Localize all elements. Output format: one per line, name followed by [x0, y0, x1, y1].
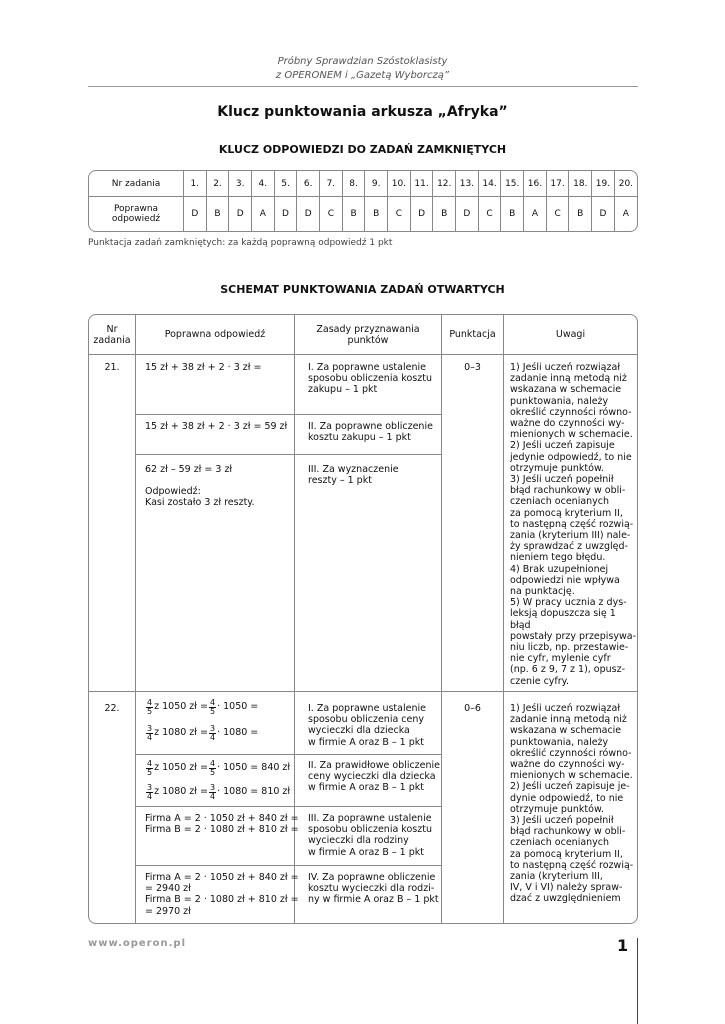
remark-line: otrzymuje punktów.: [510, 803, 604, 815]
remark-line: ży sprawdzać z uwzględ-: [510, 541, 628, 553]
fraction: [146, 784, 153, 801]
expr-line: Firma A = 2 · 1050 zł + 840 zł =: [145, 872, 299, 883]
row-divider: [136, 414, 441, 415]
remark-line: punktowania, należy: [510, 395, 609, 407]
question-number: 4.: [252, 171, 275, 197]
question-number: 9.: [365, 171, 388, 197]
remark-line: to następną część rozwią-: [510, 518, 634, 530]
fraction-num: 4: [147, 758, 153, 768]
expr-line: Firma B = 2 · 1080 zł + 810 zł =: [145, 894, 299, 906]
correct-answer: D: [229, 197, 252, 232]
remark-line: 3) Jeśli uczeń popełnił: [510, 474, 614, 486]
remark-line: leksją dopuszcza się 1 błąd: [510, 608, 616, 631]
task21-answer-3-line1: 62 zł – 59 zł = 3 zł: [145, 464, 233, 475]
task21-remarks: [510, 362, 637, 687]
open-table-header: [89, 315, 637, 355]
header-rules-line2: punktów: [347, 334, 389, 346]
remark-line: (np. 6 z 9, 7 z 1), opusz-: [510, 664, 626, 676]
task22-rule-3: [308, 813, 432, 858]
page-edge-line: [637, 938, 638, 1024]
rule-line: III. Za wyznaczenie: [308, 464, 399, 475]
correct-answer: A: [524, 197, 547, 232]
correct-answer: A: [614, 197, 637, 232]
rule-line: wycieczki dla dziecka: [308, 725, 410, 737]
question-number: 14.: [478, 171, 501, 197]
fraction: [209, 784, 216, 801]
fraction-den: 4: [209, 791, 216, 801]
question-number: 10.: [388, 171, 411, 197]
remark-line: zania (kryterium III,: [510, 871, 603, 883]
fraction: [146, 725, 153, 742]
rule-line: IV. Za poprawne obliczenie: [308, 872, 436, 883]
remark-line: na punktację.: [510, 586, 575, 598]
remark-line: 1) Jeśli uczeń rozwiązał: [510, 703, 621, 714]
row-divider: [136, 865, 441, 866]
remark-line: zadanie inną metodą niż: [510, 714, 627, 726]
remark-line: dzać z uwzględnieniem: [510, 893, 621, 905]
remark-line: to następną część rozwią-: [510, 859, 634, 871]
header-nr: [89, 315, 135, 354]
fraction-den: 4: [147, 732, 153, 742]
rule-line: II. Za poprawne obliczenie: [308, 421, 433, 432]
remark-line: nieniem tego błędu.: [510, 552, 606, 564]
fraction: [146, 699, 153, 716]
closed-row-label-answer-line1: Poprawna: [113, 204, 159, 214]
remark-line: IV, V i VI) należy spraw-: [510, 882, 623, 894]
correct-answer: D: [456, 197, 479, 232]
task22-answer-3: [145, 813, 299, 835]
closed-section-title: KLUCZ ODPOWIEDZI DO ZADAŃ ZAMKNIĘTYCH: [218, 143, 507, 156]
rule-line: ceny wycieczki dla dziecka: [308, 771, 436, 783]
rule-line: wycieczki dla rodziny: [308, 835, 409, 847]
expr-text: z 1050 zł =: [154, 762, 208, 774]
remark-line: błąd rachunkowy w obli-: [510, 485, 626, 497]
remark-line: za pomocą kryterium II,: [510, 507, 623, 519]
header-rules-line1: Zasady przyznawania: [316, 323, 420, 335]
task21-answer-2: 15 zł + 38 zł + 2 · 3 zł = 59 zł: [145, 421, 288, 432]
header-line-2: z OPERONEM i „Gazetą Wyborczą”: [275, 70, 450, 81]
header-divider: [88, 86, 638, 87]
remark-line: zania (kryterium III) nale-: [510, 530, 631, 542]
column-divider: [441, 315, 442, 923]
task21-rule-2: [308, 421, 433, 443]
rule-line: sposobu obliczenia kosztu: [308, 824, 432, 836]
footer-url: www.operon.pl: [88, 938, 186, 949]
correct-answer: D: [410, 197, 433, 232]
remark-line: mienionych w schemacie.: [510, 429, 633, 441]
fraction-den: 5: [209, 767, 216, 777]
question-number: 18.: [569, 171, 592, 197]
remark-line: 2) Jeśli uczeń zapisuje: [510, 440, 615, 452]
task21-answer-3: [145, 464, 255, 509]
remark-line: dynie odpowiedź, to nie: [510, 792, 624, 804]
correct-answer: D: [297, 197, 320, 232]
correct-answer: C: [388, 197, 411, 232]
remark-line: wskazana w schemacie: [510, 384, 622, 396]
expr-line: Firma A = 2 · 1050 zł + 840 zł =: [145, 813, 299, 824]
question-number: 17.: [546, 171, 569, 197]
rule-line: reszty – 1 pkt: [308, 475, 372, 487]
remark-line: ważne do czynności wy-: [510, 759, 625, 771]
remark-line: czeniach ocenianych: [510, 496, 610, 508]
expr-text: · 1050 =: [217, 701, 259, 713]
question-number: 1.: [184, 171, 207, 197]
correct-answer: B: [501, 197, 524, 232]
expr-line: = 2940 zł: [145, 883, 191, 895]
task21-rule-1: [308, 362, 432, 396]
question-number: 5.: [274, 171, 297, 197]
rule-line: w firmie A oraz B – 1 pkt: [308, 782, 424, 794]
correct-answer: C: [478, 197, 501, 232]
expr-text: z 1080 zł =: [154, 786, 208, 798]
fraction-num: 4: [209, 697, 216, 707]
correct-answer: D: [274, 197, 297, 232]
rule-line: III. Za poprawne ustalenie: [308, 813, 432, 824]
rule-line: kosztu zakupu – 1 pkt: [308, 432, 411, 444]
row-divider: [136, 454, 441, 455]
fraction-num: 4: [209, 758, 216, 768]
correct-answer: B: [433, 197, 456, 232]
correct-answer: B: [569, 197, 592, 232]
remark-line: 1) Jeśli uczeń rozwiązał: [510, 362, 621, 373]
fraction-den: 5: [147, 767, 153, 777]
fraction-num: 3: [147, 782, 153, 792]
header-nr-line2: zadania: [93, 334, 131, 346]
fraction-num: 3: [147, 723, 153, 733]
correct-answer: D: [184, 197, 207, 232]
closed-answers-row: [89, 197, 637, 232]
fraction: [209, 699, 216, 716]
rule-line: sposobu obliczenia kosztu: [308, 373, 432, 385]
task21-rule-3: [308, 464, 399, 486]
remark-line: odpowiedzi nie wpływa: [510, 574, 620, 586]
remark-line: określić czynności równo-: [510, 406, 632, 418]
task22-points: 0–6: [464, 703, 481, 714]
rule-line: w firmie A oraz B – 1 pkt: [308, 736, 424, 748]
remark-line: zadanie inną metodą niż: [510, 373, 627, 385]
closed-scoring-note: Punktacja zadań zamkniętych: za każdą poprawną odpowiedź 1 pkt: [88, 238, 393, 248]
task21-points: 0–3: [464, 362, 481, 373]
question-number: 16.: [524, 171, 547, 197]
closed-numbers-row: [89, 171, 637, 197]
closed-row-label-number: Nr zadania: [89, 171, 184, 197]
rule-line: zakupu – 1 pkt: [308, 384, 378, 396]
task22-answer-4: [145, 872, 299, 917]
question-number: 6.: [297, 171, 320, 197]
remark-line: czeniach ocenianych: [510, 837, 610, 849]
correct-answer: B: [206, 197, 229, 232]
header-points: Punktacja: [449, 329, 496, 340]
remark-line: niu liczb, np. przestawie-: [510, 642, 629, 654]
fraction: [146, 760, 153, 777]
header-line-1: Próbny Sprawdzian Szóstoklasisty: [277, 56, 448, 67]
fraction-den: 5: [147, 706, 153, 716]
expr-line: = 2970 zł: [145, 905, 191, 917]
correct-answer: D: [592, 197, 615, 232]
task22-answer-1: [145, 697, 258, 743]
fraction: [209, 725, 216, 742]
expr-text: · 1080 = 810 zł: [217, 786, 291, 798]
page-title: Klucz punktowania arkusza „Afryka”: [217, 104, 508, 120]
open-scoring-table: [88, 314, 638, 924]
question-number: 19.: [592, 171, 615, 197]
rule-line: ny w firmie A oraz B – 1 pkt: [308, 894, 439, 906]
header-remarks: Uwagi: [555, 329, 586, 340]
row-divider: [136, 754, 441, 755]
header-answer: Poprawna odpowiedź: [164, 329, 266, 340]
fraction-num: 3: [209, 782, 216, 792]
row-divider: [136, 806, 441, 807]
remark-line: jedynie odpowiedź, to nie: [510, 451, 632, 463]
fraction: [209, 760, 216, 777]
expr-text: z 1050 zł =: [154, 701, 208, 713]
question-number: 13.: [456, 171, 479, 197]
task22-rule-1: [308, 703, 426, 748]
remark-line: wskazana w schemacie: [510, 725, 622, 737]
question-number: 20.: [614, 171, 637, 197]
fraction-den: 4: [209, 732, 216, 742]
expr-text: z 1080 zł =: [154, 727, 208, 739]
expr-text: · 1050 = 840 zł: [217, 762, 291, 774]
closed-row-label-answer: [89, 197, 184, 232]
task22-answer-2: [145, 758, 290, 802]
question-number: 2.: [206, 171, 229, 197]
expr-line: Firma B = 2 · 1080 zł + 810 zł =: [145, 824, 299, 836]
task22-nr: 22.: [104, 703, 120, 714]
remark-line: 4) Brak uzupełnionej: [510, 563, 609, 575]
question-number: 11.: [410, 171, 433, 197]
task21-answer-3-line2: Odpowiedź:: [145, 486, 201, 498]
correct-answer: A: [252, 197, 275, 232]
remark-line: 5) W pracy ucznia z dys-: [510, 597, 627, 609]
header-nr-line1: Nr: [106, 323, 118, 335]
question-number: 3.: [229, 171, 252, 197]
question-number: 7.: [320, 171, 343, 197]
task-divider: [89, 691, 637, 692]
remark-line: za pomocą kryterium II,: [510, 848, 623, 860]
task21-answer-3-line3: Kasi zostało 3 zł reszty.: [145, 497, 255, 509]
task22-remarks: [510, 703, 633, 905]
page-number: 1: [617, 936, 629, 955]
fraction-num: 4: [147, 697, 153, 707]
remark-line: błąd rachunkowy w obli-: [510, 826, 626, 838]
expr-text: · 1080 =: [217, 727, 259, 739]
remark-line: nie cyfr, mylenie cyfr: [510, 653, 611, 665]
task21-nr: 21.: [104, 362, 120, 373]
task21-answer-1: 15 zł + 38 zł + 2 · 3 zł =: [145, 362, 262, 373]
remark-line: określić czynności równo-: [510, 747, 632, 759]
rule-line: sposobu obliczenia ceny: [308, 714, 425, 726]
remark-line: punktowania, należy: [510, 736, 609, 748]
rule-line: I. Za poprawne ustalenie: [308, 362, 426, 373]
remark-line: powstały przy przepisywa-: [510, 630, 637, 642]
rule-line: I. Za poprawne ustalenie: [308, 703, 426, 714]
remark-line: czenie cyfry.: [510, 675, 569, 687]
remark-line: ważne do czynności wy-: [510, 418, 625, 430]
remark-line: otrzymuje punktów.: [510, 462, 604, 474]
rule-line: w firmie A oraz B – 1 pkt: [308, 846, 424, 858]
remark-line: mienionych w schemacie.: [510, 770, 633, 782]
header-rules: [295, 315, 441, 354]
question-number: 8.: [342, 171, 365, 197]
fraction-den: 4: [147, 791, 153, 801]
page-header: [0, 55, 725, 83]
column-divider: [135, 315, 136, 923]
closed-row-label-answer-line2: odpowiedź: [111, 214, 161, 224]
column-divider: [503, 315, 504, 923]
question-number: 15.: [501, 171, 524, 197]
correct-answer: C: [320, 197, 343, 232]
question-number: 12.: [433, 171, 456, 197]
rule-line: kosztu wycieczki dla rodzi-: [308, 883, 435, 895]
correct-answer: B: [342, 197, 365, 232]
correct-answer: C: [546, 197, 569, 232]
fraction-num: 3: [209, 723, 216, 733]
open-section-title: SCHEMAT PUNKTOWANIA ZADAŃ OTWARTYCH: [220, 283, 505, 296]
remark-line: 2) Jeśli uczeń zapisuje je-: [510, 781, 630, 793]
task22-rule-4: [308, 872, 439, 906]
fraction-den: 5: [209, 706, 216, 716]
closed-answers-table: [88, 170, 638, 232]
task22-rule-2: [308, 760, 440, 794]
rule-line: II. Za prawidłowe obliczenie: [308, 760, 441, 771]
remark-line: 3) Jeśli uczeń popełnił: [510, 815, 614, 827]
correct-answer: B: [365, 197, 388, 232]
